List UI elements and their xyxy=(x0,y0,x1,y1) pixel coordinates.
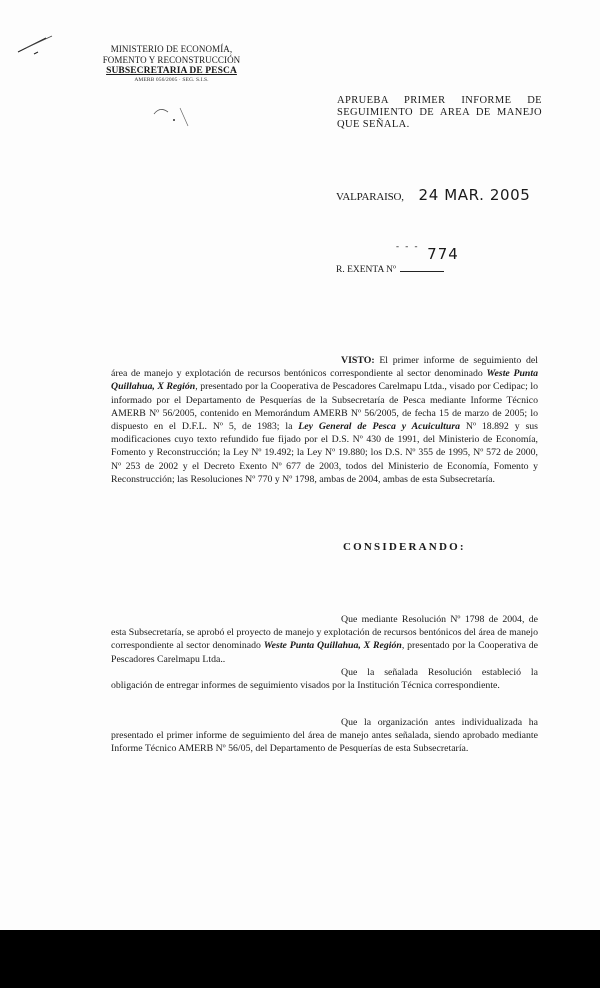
resolution-number: 774 xyxy=(427,245,459,263)
c1-text-b: , presentado por la Cooperativa de Pescadores Carelmapu Ltda.. xyxy=(111,640,539,665)
ministry-header xyxy=(84,44,259,84)
visto-text-3: Nº 18.892 y sus modificaciones cuyo texto refundido fue fijado por el D.S. Nº 430 de 1991, del Ministerio de Economía, Fomento y Reconstrucción; la Ley Nº 19.492; la Ley Nº 19.880; los D.S. Nº 355 de 1995, Nº 572 de 2000, Nº 253 de 2002 y el Decreto Exento Nº 677 de 2003, todos del Ministerio de Economía, Fomento y Reconstrucción; las Resoluciones Nº 770 y Nº 1798, ambas de 2004, ambas de esta Subsecretaría. xyxy=(111,421,538,485)
reference-code: AMERB 056/2005 · SEG. S.I.S. xyxy=(134,77,209,83)
visto-label: VISTO: xyxy=(341,355,375,366)
number-underline xyxy=(400,271,444,272)
place-and-date xyxy=(336,186,530,204)
visto-ley: Ley General de Pesca y Acuicultura xyxy=(298,421,461,433)
c1-sector: Weste Punta Quillahua, X Región xyxy=(263,640,402,652)
number-dashes: - - - xyxy=(396,241,420,251)
c3-text: Que la organización antes individualizada ha presentado el primer informe de seguimiento del área de manejo antes señalada, siendo aprobado mediante Informe Técnico AMERB Nº 56/05, del Departamento de Pesquerías de esta Subsecretaría. xyxy=(111,717,538,755)
visto-text-1: El primer informe de seguimiento del área de manejo y explotación de recursos bentónicos correspondiente al sector denominado xyxy=(111,355,538,380)
resolution-subject: APRUEBA PRIMER INFORME DE SEGUIMIENTO DE AREA DE MANEJO QUE SEÑALA. xyxy=(337,95,542,130)
visto-paragraph xyxy=(111,354,538,486)
stamp-mark-icon xyxy=(150,100,200,130)
ministry-name-line2: FOMENTO Y RECONSTRUCCIÓN xyxy=(102,55,241,65)
date-stamp: 24 MAR. 2005 xyxy=(418,186,531,204)
c2-text: Que la señalada Resolución estableció la obligación de entregar informes de seguimiento visados por la Institución Técnica correspondiente. xyxy=(111,667,538,692)
c1-text-a: Que mediante Resolución Nº 1798 de 2004, de esta Subsecretaría, se aprobó el proyecto de manejo y explotación de recursos bentónicos del área de manejo correspondiente al sector denominado xyxy=(111,614,538,652)
subsecretaria-name: SUBSECRETARIA DE PESCA xyxy=(106,66,237,76)
resolution-label: R. EXENTA Nº xyxy=(336,265,396,275)
resolution-number-line xyxy=(336,245,459,275)
scan-border xyxy=(0,930,600,988)
handwritten-mark-icon xyxy=(16,34,56,56)
considerando-1 xyxy=(111,613,538,666)
considerando-3 xyxy=(111,716,538,756)
visto-sector: Weste Punta Quillahua, X Región xyxy=(111,368,538,393)
ministry-name: MINISTERIO DE ECONOMÍA, xyxy=(110,44,233,54)
place-label: VALPARAISO, xyxy=(336,191,404,203)
visto-text-2: , presentado por la Cooperativa de Pescadores Carelmapu Ltda., visado por Cedipac; lo informado por el Departamento de Pesquerías de la Subsecretaría de Pesca mediante Informe Técnico AMERB Nº 56/2005, contenido en Memorándum AMERB Nº 56/2005, de fecha 15 de marzo de 2005; lo dispuesto en el D.F.L. Nº 5, de 1983; la xyxy=(111,381,538,433)
considerando-2 xyxy=(111,666,538,692)
considerando-heading: CONSIDERANDO: xyxy=(343,541,466,553)
